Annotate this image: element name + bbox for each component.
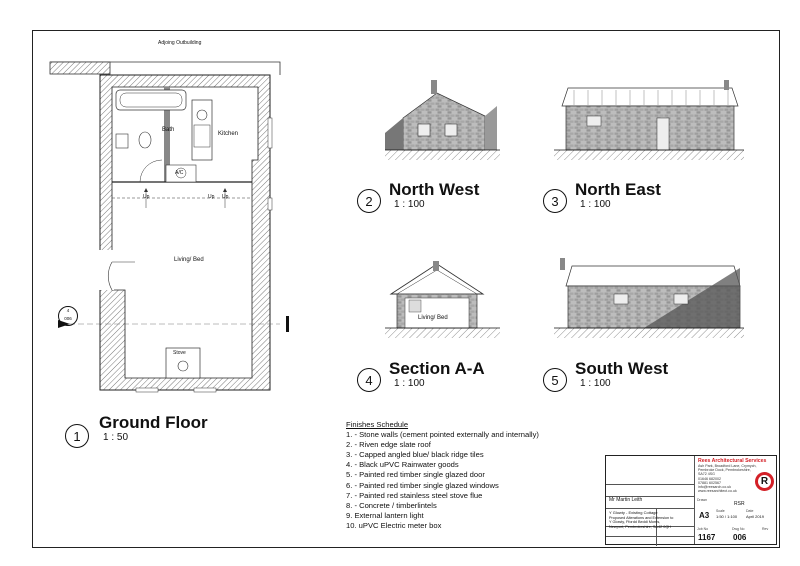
website: www.reesarchitect.co.uk: [698, 489, 737, 494]
title-block: [605, 455, 777, 545]
logo-letter: R: [758, 475, 771, 488]
view-scale-north-west: 1 : 100: [394, 199, 425, 210]
view-scale-north-east: 1 : 100: [580, 199, 611, 210]
adjoining-outbuilding-label: Adjoing Outbuilding: [158, 40, 202, 46]
view-title-section-a-a: Section A-A: [389, 359, 485, 378]
view-title-north-west: North West: [389, 180, 480, 199]
job-number: 1167: [698, 533, 716, 542]
view-number-ground-floor: 1: [65, 424, 89, 448]
scale-label: Scale: [716, 509, 725, 513]
finish-item: 2. - Riven edge slate roof: [346, 440, 431, 450]
finish-item: 3. - Capped angled blue/ black ridge tiles: [346, 450, 484, 460]
address-line: Ash Park, Broadford Lane, Crymych,: [698, 464, 757, 468]
label-up-3: Up: [208, 194, 215, 200]
view-number-north-west: 2: [357, 189, 381, 213]
room-label-bath: Bath: [162, 127, 175, 133]
project-line: Proposed Alterations and Extension to: [609, 516, 674, 520]
drawing-name: Y Glowty - Existing Cottage: [609, 510, 658, 515]
finish-item: 5. - Painted red timber single glazed door: [346, 470, 485, 480]
label-ac: A/C: [175, 170, 184, 176]
finish-item: 1. - Stone walls (cement pointed externally and internally): [346, 430, 539, 440]
label-up-1: Up: [143, 194, 150, 200]
address-line: SA72 4SG: [698, 472, 715, 477]
job-label: Job No: [697, 527, 709, 531]
date-label: Date: [746, 509, 754, 513]
view-number-section-a-a: 4: [357, 368, 381, 392]
company-name: Rees Architectural Services: [698, 458, 767, 464]
room-label-living-bed: Living/ Bed: [174, 257, 204, 263]
drawn-value: RSR: [734, 501, 745, 507]
south-west-elevation: [554, 256, 744, 338]
ground-floor-plan: [40, 40, 340, 400]
section-marker: [58, 306, 78, 326]
finish-item: 7. - Painted red stainless steel stove flue: [346, 490, 483, 500]
view-title-ground-floor: Ground Floor: [99, 413, 208, 432]
date-value: April 2019: [746, 514, 765, 519]
client-name: Mr Martin Leith: [609, 497, 643, 503]
view-title-south-west: South West: [575, 359, 669, 378]
paper-size: A3: [699, 511, 710, 520]
scale-value: 1:50 / 1:100: [716, 514, 738, 519]
section-marker-sheet: 006: [64, 316, 72, 321]
view-scale-section-a-a: 1 : 100: [394, 378, 425, 389]
finish-item: 10. uPVC Electric meter box: [346, 520, 442, 530]
view-title-north-east: North East: [575, 180, 661, 199]
phone-2: 07881 602567: [698, 480, 721, 485]
section-marker-number: 4: [66, 308, 70, 313]
email: info@reesarch.co.uk: [698, 485, 732, 490]
dwg-number: 006: [733, 533, 747, 542]
label-up-2: Up: [222, 194, 229, 200]
north-west-elevation: [385, 78, 500, 160]
view-scale-ground-floor: 1 : 50: [103, 432, 129, 443]
section-room-label: Living/ Bed: [418, 315, 448, 321]
room-label-stove: Stove: [173, 350, 186, 356]
room-label-kitchen: Kitchen: [218, 131, 239, 137]
view-number-south-west: 5: [543, 368, 567, 392]
project-line: Y Glowty, Ffordd Beddi Morris,: [609, 520, 661, 525]
dwg-label: Dwg No: [732, 527, 745, 531]
drawn-label: Drawn: [697, 498, 708, 502]
finish-item: 8. - Concrete / timberlintels: [346, 500, 437, 510]
project-description: [609, 516, 673, 529]
finish-item: 9. External lantern light: [346, 510, 424, 520]
finishes-heading: Finishes Schedule: [346, 420, 409, 429]
view-scale-south-west: 1 : 100: [580, 378, 611, 389]
phone-1: 01646 682002: [698, 476, 721, 481]
finish-item: 6. - Painted red timber single glazed windows: [346, 480, 499, 490]
rev-label: Rev: [762, 527, 769, 531]
company-logo: [755, 472, 774, 491]
view-number-north-east: 3: [543, 189, 567, 213]
project-line: Newport, Pembrokeshire, SA42 0QH: [609, 524, 672, 529]
address-line: Pembroke Dock, Pembrokeshire,: [698, 468, 751, 473]
north-east-elevation: [554, 78, 744, 160]
section-a-a-drawing: [385, 256, 500, 338]
finish-item: 4. - Black uPVC Rainwater goods: [346, 460, 459, 470]
finishes-schedule: [346, 420, 539, 531]
